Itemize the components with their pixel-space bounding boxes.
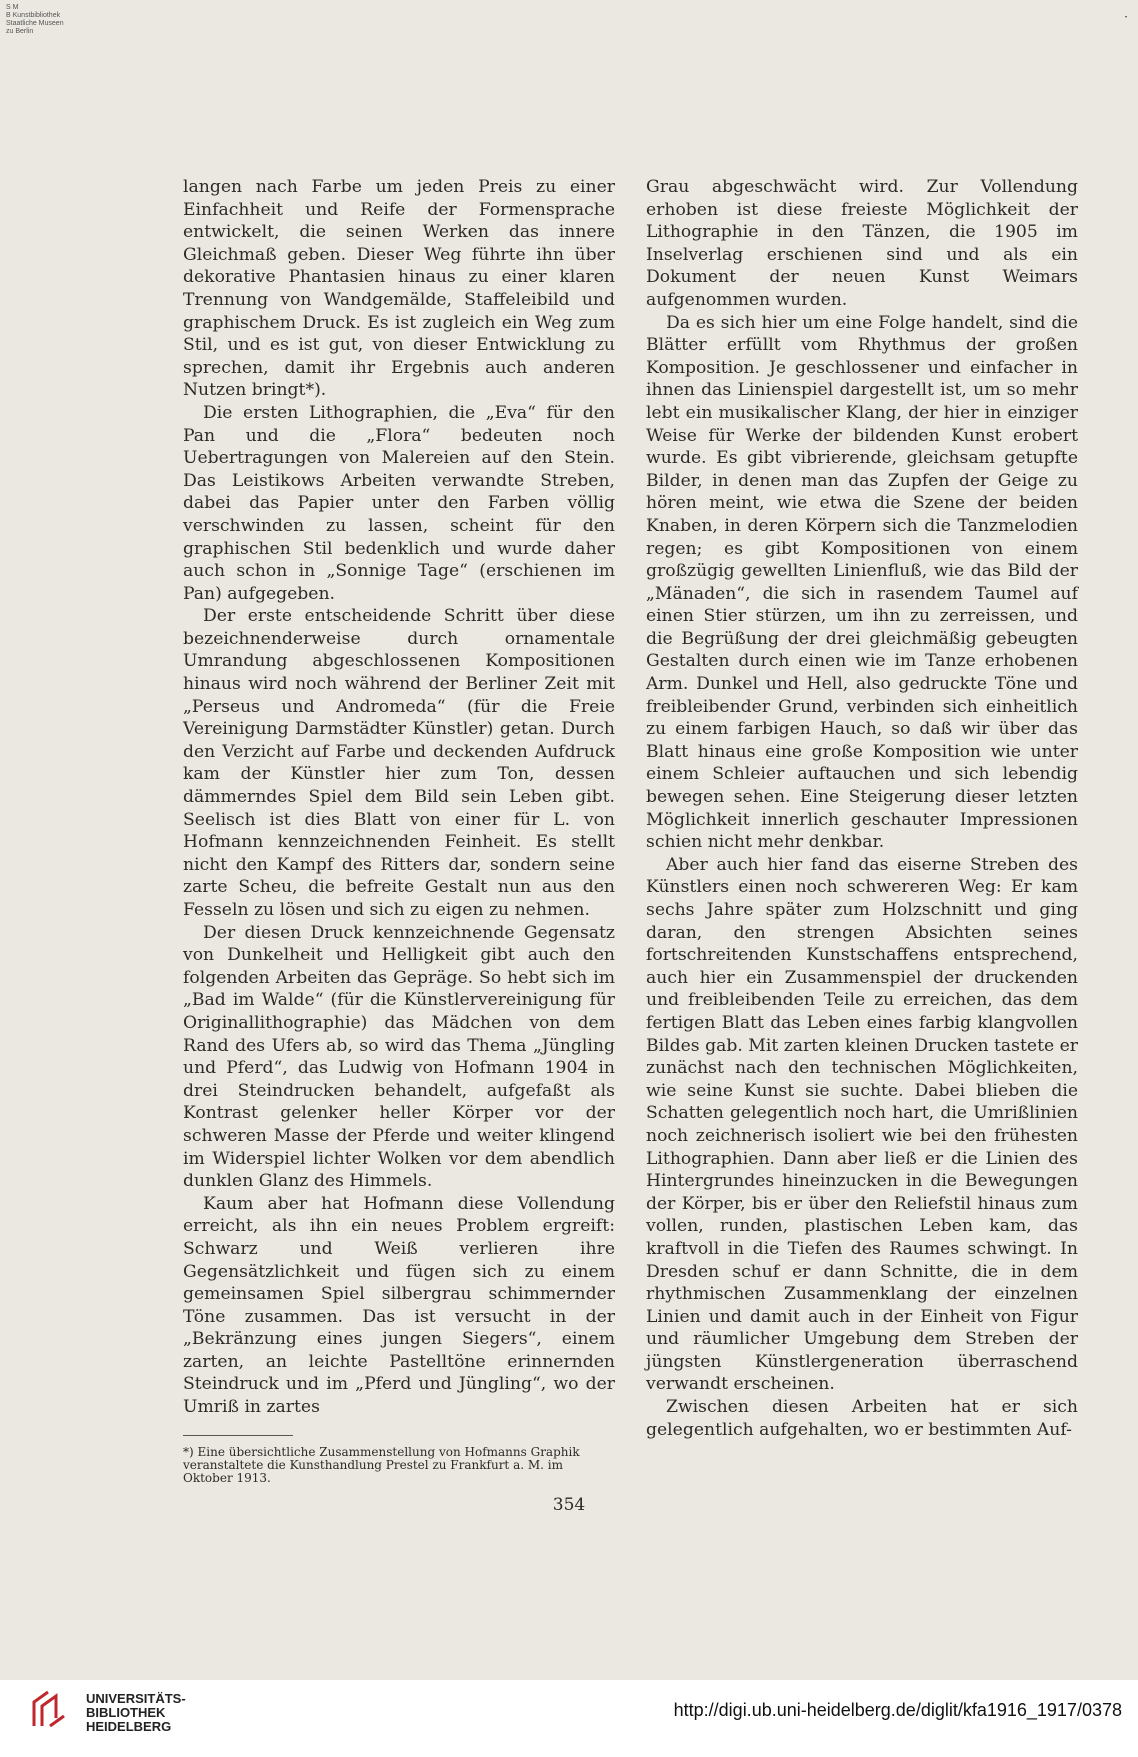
- stamp-line: S M: [6, 4, 19, 11]
- paragraph: Grau abgeschwächt wird. Zur Vollendung erhoben ist diese freieste Möglichkeit der Lithographie in den Tänzen, die 1905 im Inselverlag erschienen sind und als ein Dokument der neuen Kunst Weimars aufgenommen wurden.: [646, 177, 1078, 310]
- library-logo-icon: [28, 1688, 72, 1732]
- corner-mark: ·: [1124, 10, 1128, 24]
- paragraph: Der erste entscheidende Schritt über diese bezeichnenderweise durch ornamentale Umrandung abgeschlossenen Kompositionen hinaus wird noch während der Berliner Zeit mit „Perseus und Andromeda“ (für die Freie Vereinigung Darmstädter Künstler) getan. Durch den Verzicht auf Farbe und deckenden Aufdruck kam der Künstler hier zum Ton, dessen dämmerndes Spiel dem Bild sein Leben gibt. Seelisch ist dies Blatt von einer für L. von Hofmann kennzeichnenden Feinheit. Es stellt nicht den Kampf des Ritters dar, sondern seine zarte Scheu, die befreite Gestalt nun aus den Fesseln zu lösen und sich zu eigen zu nehmen.: [183, 606, 615, 920]
- stamp-line: B Kunstbibliothek: [6, 12, 61, 19]
- paragraph: Die ersten Lithographien, die „Eva“ für den Pan und die „Flora“ bedeuten noch Uebertragungen von Malereien auf den Stein. Das Leistikows Arbeiten verwandte Streben, dabei das Papier unter den Farben völlig verschwinden zu lassen, scheint für den graphischen Stil bedenklich und wurde daher auch schon in „Sonnige Tage“ (erschienen im Pan) aufgegeben.: [183, 402, 615, 604]
- library-name-line: BIBLIOTHEK: [86, 1705, 166, 1720]
- right-column: [646, 176, 1078, 1441]
- footnote: *) Eine übersichtliche Zusammenstellung von Hofmanns Graphik veranstaltete die Kunsthandlung Prestel zu Frankfurt a. M. im Oktober 1913.: [183, 1444, 580, 1485]
- library-name-line: HEIDELBERG: [86, 1719, 172, 1734]
- paragraph: Zwischen diesen Arbeiten hat er sich gelegentlich aufgehalten, wo er bestimmten Auf-: [646, 1397, 1078, 1440]
- paragraph: Da es sich hier um eine Folge handelt, sind die Blätter erfüllt vom Rhythmus der großen Komposition. Je geschlossener und einfacher in ihnen das Linienspiel dargestellt ist, um so mehr lebt ein musikalischer Klang, der hier in einziger Weise für Werke der bildenden Kunst erobert wurde. Es gibt vibrierende, gleichsam getupfte Bilder, in denen man das Zupfen der Geige zu hören meint, wie etwa die Szene der beiden Knaben, in deren Körpern sich die Tanzmelodien regen; es gibt Kompositionen von einem großzügig gewellten Linienfluß, wie das Bild der „Mänaden“, die sich in rasendem Taumel auf einen Stier stürzen, um ihn zu zerreissen, und die Begrüßung der drei gleichmäßig gebeugten Gestalten durch einen wie im Tanze erhobenen Arm. Dunkel und Hell, also gedruckte Töne und freibleibender Grund, verbinden sich einheitlich zu einem farbigen Hauch, so daß wir über das Blatt hinaus eine große Komposition wie unter einem Schleier auftauchen und sich lebendig bewegen sehen. Eine Steigerung dieser letzten Möglichkeit innerlich geschauter Impressionen schien nicht mehr denkbar.: [646, 312, 1078, 853]
- footnote-rule: [183, 1435, 293, 1436]
- paragraph: Kaum aber hat Hofmann diese Vollendung erreicht, als ihn ein neues Problem ergreift: Schwarz und Weiß verlieren ihre Gegensätzlichkeit und fügen sich zu einem gemeinsamen Spiel silbergrau schimmernder Töne zusammen. Das ist versucht in der „Bekränzung eines jungen Siegers“, einem zarten, an leichte Pastelltöne erinnernden Steindruck und im „Pferd und Jüngling“, wo der Umriß in zartes: [183, 1193, 615, 1418]
- page-number: 354: [552, 1495, 586, 1515]
- library-name: [86, 1692, 186, 1734]
- library-name-line: UNIVERSITÄTS-: [86, 1691, 186, 1706]
- paragraph: langen nach Farbe um jeden Preis zu einer Einfachheit und Reife der Formensprache entwickelt, die seinen Werken das innere Gleichmaß geben. Dieser Weg führte ihn über dekorative Phantasien hinaus zu einer klaren Trennung von Wandgemälde, Staffeleibild und graphischem Druck. Es ist zugleich ein Weg zum Stil, und es ist gut, von dieser Entwicklung zu sprechen, damit ihr Ergebnis auch anderen Nutzen bringt*).: [183, 177, 615, 401]
- stamp-line: Staatliche Museen: [6, 20, 64, 27]
- library-stamp: [6, 4, 64, 36]
- paragraph: Der diesen Druck kennzeichnende Gegensatz von Dunkelheit und Helligkeit gibt auch den folgenden Arbeiten das Gepräge. So hebt sich im „Bad im Walde“ (für die Künstlervereinigung für Originallithographie) das Mädchen von dem Rand des Ufers ab, so wird das Thema „Jüngling und Pferd“, das Ludwig von Hofmann 1904 in drei Steindrucken behandelt, aufgefaßt als Kontrast gelenker heller Körper vor der schweren Masse der Pferde und weiter klingend im Widerspiel lichter Wolken vor dem abendlich dunklen Glanz des Himmels.: [183, 922, 615, 1192]
- footer-bar: [0, 1680, 1138, 1757]
- stamp-line: zu Berlin: [6, 28, 34, 35]
- paragraph: Aber auch hier fand das eiserne Streben des Künstlers einen noch schwereren Weg: Er kam sechs Jahre später zum Holzschnitt und ging daran, den strengen Absichten seines fortschreitenden Kunstschaffens entsprechend, auch hier ein Zusammenspiel der druckenden und freibleibenden Teile zu erreichen, das dem fertigen Blatt das Leben eines farbig klangvollen Bildes gab. Mit zarten kleinen Drucken tastete er zunächst nach den technischen Möglichkeiten, wie seine Kunst sie suchte. Dabei blieben die Schatten gelegentlich noch hart, die Umrißlinien noch zeichnerisch isoliert wie bei den frühesten Lithographien. Dann aber ließ er die Linien des Hintergrundes hineinzucken in die Bewegungen der Körper, bis er über den Reliefstil hinaus zum vollen, runden, plastischen Leben kam, das kraftvoll in die Tiefen des Raumes schwingt. In Dresden schuf er dann Schnitte, die in dem rhythmischen Zusammenklang der einzelnen Linien und damit auch in der Einheit von Figur und räumlicher Umgebung dem Streben der jüngsten Künstlergeneration überraschend verwandt erscheinen.: [646, 854, 1079, 1395]
- digital-library-url[interactable]: http://digi.ub.uni-heidelberg.de/diglit/kfa1916_1917/0378: [673, 1700, 1122, 1720]
- left-column: [183, 176, 615, 1485]
